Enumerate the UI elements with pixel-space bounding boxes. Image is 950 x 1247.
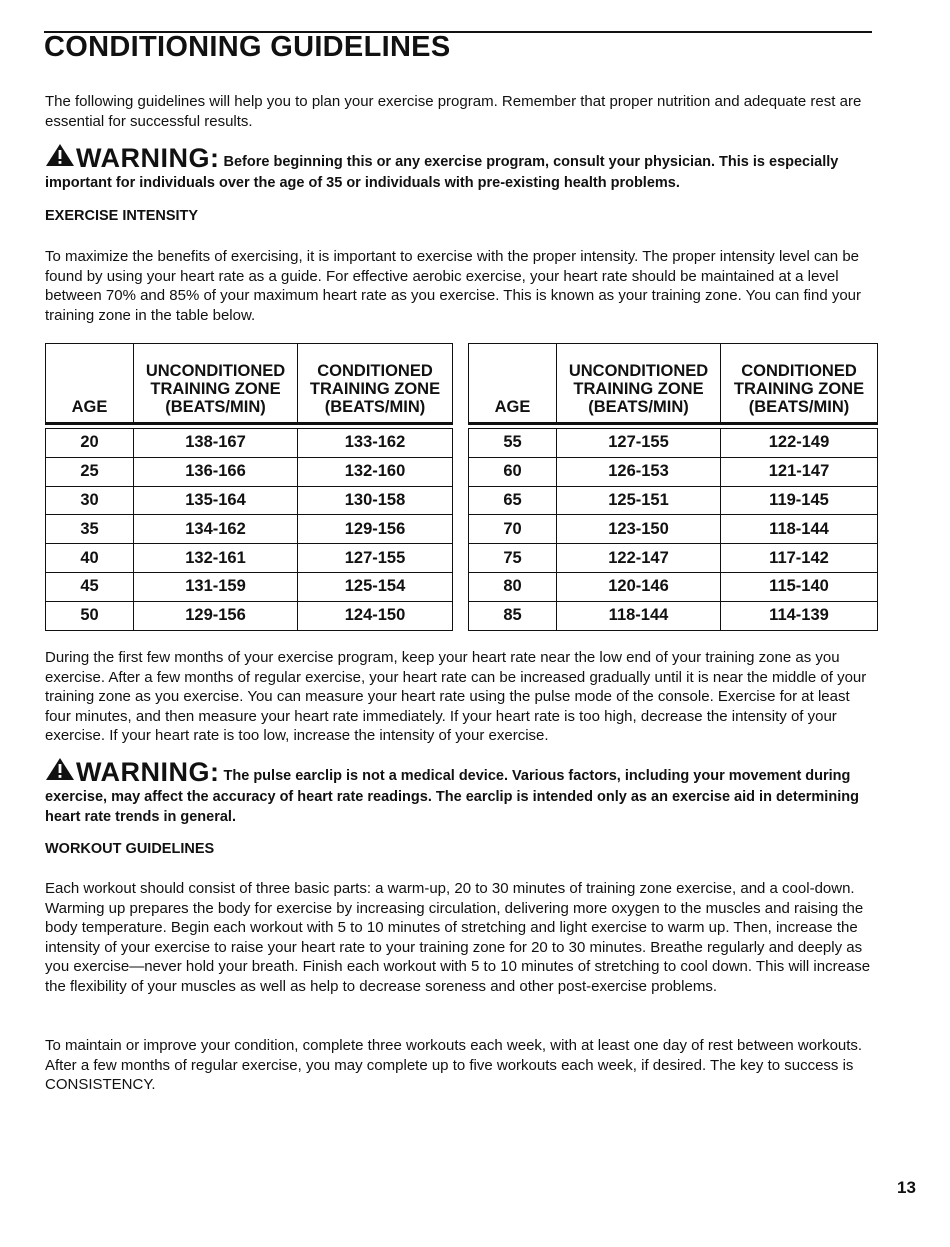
exercise-intensity-heading: EXERCISE INTENSITY: [45, 208, 199, 224]
conditioned-header: CONDITIONED TRAINING ZONE (BEATS/MIN): [298, 344, 453, 424]
workout-guidelines-heading: WORKOUT GUIDELINES: [45, 841, 215, 857]
warning-block-2: [45, 757, 871, 827]
warning-triangle-icon: [45, 757, 75, 787]
table-row: 75 122-147 117-142: [469, 544, 878, 573]
conditioned-header: CONDITIONED TRAINING ZONE (BEATS/MIN): [721, 344, 878, 424]
warning-block-1: [45, 143, 871, 193]
unconditioned-header: UNCONDITIONED TRAINING ZONE (BEATS/MIN): [134, 344, 298, 424]
warning-text: The pulse earclip is not a medical device. Various factors, including your movement during exercise, may affect the accuracy of heart rate readings. The earclip is intended only as an exercise aid in determining heart rate trends in general.: [45, 768, 859, 825]
table-row: 45 131-159 125-154: [46, 572, 453, 601]
unconditioned-header: UNCONDITIONED TRAINING ZONE (BEATS/MIN): [557, 344, 721, 424]
warning-label: WARNING:: [76, 143, 220, 173]
table-row: 30 135-164 130-158: [46, 486, 453, 515]
table-row: 70 123-150 118-144: [469, 515, 878, 544]
table-row: 65 125-151 119-145: [469, 486, 878, 515]
warning-text: Before beginning this or any exercise program, consult your physician. This is especially important for individuals over the age of 35 or individuals with pre-existing health problems.: [45, 154, 839, 191]
table-row: 50 129-156 124-150: [46, 601, 453, 630]
warning-label: WARNING:: [76, 757, 220, 787]
warning-triangle-icon: [45, 143, 75, 173]
page-number: 13: [897, 1178, 916, 1197]
age-header: AGE: [469, 344, 557, 424]
table-row: 20 138-167 133-162: [46, 429, 453, 458]
table-row: 25 136-166 132-160: [46, 457, 453, 486]
table-row: 60 126-153 121-147: [469, 457, 878, 486]
table-header-row: [469, 344, 878, 424]
table-header-row: [46, 344, 453, 424]
page-title: CONDITIONING GUIDELINES: [44, 31, 451, 63]
table-row: 55 127-155 122-149: [469, 429, 878, 458]
exercise-intensity-paragraph: To maximize the benefits of exercising, it is important to exercise with the proper intensity. The proper intensity level can be found by using your heart rate as a guide. For effective aerobic exercise, your heart rate should be maintained at a level between 70% and 85% of your maximum heart rate as you exercise. This is known as your training zone. You can find your training zone in the table below.: [45, 248, 862, 324]
workout-paragraph-1: Each workout should consist of three basic parts: a warm-up, 20 to 30 minutes of training zone exercise, and a cool-down. Warming up prepares the body for exercise by increasing circulation, delivering more oxygen to the muscles and raising the body temperature. Begin each workout with 5 to 10 minutes of stretching and light exercise to warm up. Then, increase the intensity of your exercise to raise your heart rate to your training zone for 20 to 30 minutes. Breathe regularly and deeply as you exercise—never hold your breath. Finish each workout with 5 to 10 minutes of stretching to cool down. This will increase the flexibility of your muscles as well as help to decrease soreness and other post-exercise problems.: [45, 880, 871, 995]
age-header: AGE: [46, 344, 134, 424]
intro-paragraph: The following guidelines will help you to plan your exercise program. Remember that proper nutrition and adequate rest are essential for successful results.: [45, 93, 862, 130]
training-zone-table-left: [45, 343, 453, 631]
workout-paragraph-2: To maintain or improve your condition, complete three workouts each week, with at least one day of rest between workouts. After a few months of regular exercise, you may complete up to five workouts each week, if desired. The key to success is CONSISTENCY.: [45, 1037, 863, 1094]
heart-rate-paragraph: During the first few months of your exercise program, keep your heart rate near the low end of your training zone as you exercise. After a few months of regular exercise, your heart rate can be increased gradually until it is near the middle of your training zone as you exercise. You can measure your heart rate using the pulse mode of the console. Exercise for at least four minutes, and then measure your heart rate immediately. If your heart rate is too high, decrease the intensity of your exercise. If your heart rate is too low, increase the intensity of your exercise.: [45, 649, 867, 745]
training-zone-table-right: [468, 343, 878, 631]
table-row: 85 118-144 114-139: [469, 601, 878, 630]
table-row: 40 132-161 127-155: [46, 544, 453, 573]
table-row: 80 120-146 115-140: [469, 572, 878, 601]
table-row: 35 134-162 129-156: [46, 515, 453, 544]
